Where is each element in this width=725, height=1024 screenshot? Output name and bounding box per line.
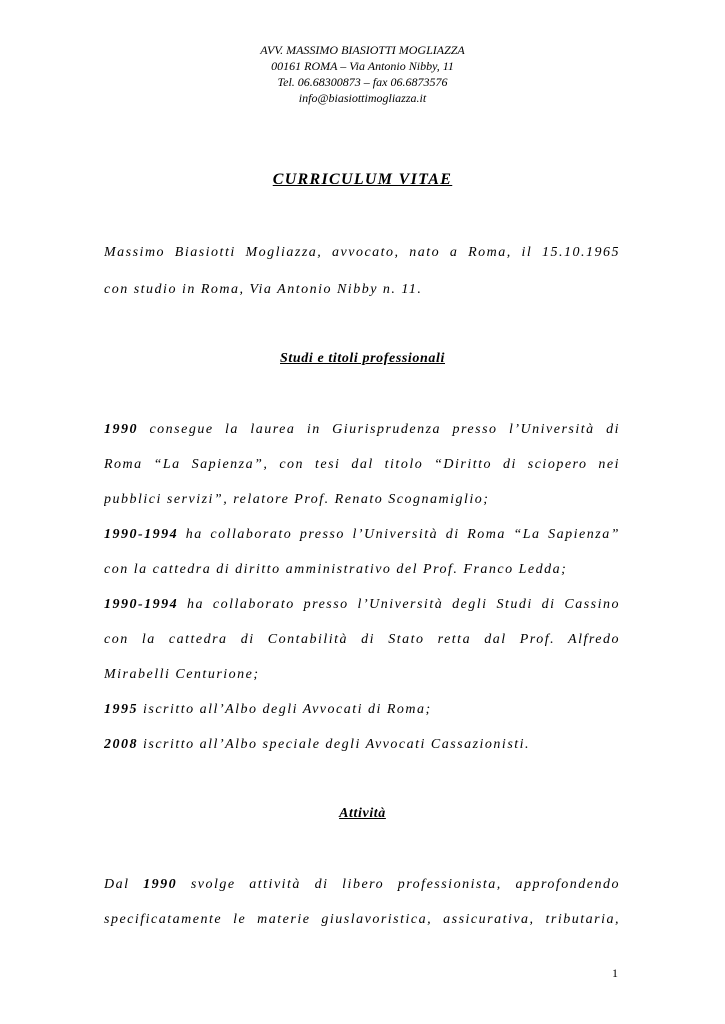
entry-5-text: iscritto all’Albo speciale degli Avvocati Cassazionisti. (138, 737, 531, 752)
entry-2-year: 1990-1994 (104, 527, 179, 542)
entry-1-line-1 (104, 421, 620, 439)
entry-5-year: 2008 (104, 737, 138, 752)
attivita-line-2: specificatamente le materie giuslavoristica, assicurativa, tributaria, (104, 912, 620, 927)
entry-1-year: 1990 (104, 422, 138, 437)
letterhead-name: AVV. MASSIMO BIASIOTTI MOGLIAZZA (260, 43, 465, 57)
entry-3-line-1 (104, 596, 620, 614)
attivita-text: svolge attività di libero professionista, approfondendo (177, 877, 620, 892)
letterhead (0, 42, 725, 106)
entry-3-line-2: con la cattedra di Contabilità di Stato retta dal Prof. Alfredo (104, 632, 620, 647)
page-number: 1 (612, 966, 618, 980)
attivita-year: 1990 (143, 877, 178, 892)
entry-1-text: consegue la laurea in Giurisprudenza presso l’Università di (138, 422, 620, 437)
entry-1-line-3: pubblici servizi”, relatore Prof. Renato Scognamiglio; (104, 492, 490, 507)
entry-2-text: ha collaborato presso l’Università di Roma “La Sapienza” (178, 527, 620, 542)
entry-3-text: ha collaborato presso l’Università degli Studi di Cassino (178, 597, 620, 612)
document-title: CURRICULUM VITAE (272, 171, 453, 188)
attivita-line-1 (104, 876, 620, 894)
entry-2-line-2: con la cattedra di diritto amministrativo del Prof. Franco Ledda; (104, 562, 568, 577)
entry-3-year: 1990-1994 (104, 597, 179, 612)
letterhead-address: 00161 ROMA – Via Antonio Nibby, 11 (271, 59, 454, 73)
letterhead-phone: Tel. 06.68300873 – fax 06.6873576 (277, 75, 448, 89)
intro-line-2: con studio in Roma, Via Antonio Nibby n. 11. (104, 282, 423, 297)
entry-1-line-2: Roma “La Sapienza”, con tesi dal titolo “Diritto di sciopero nei (104, 457, 620, 472)
section-heading-studi: Studi e titoli professionali (280, 351, 445, 366)
section-heading-attivita: Attività (339, 806, 386, 821)
entry-5-line-1 (104, 736, 620, 754)
entry-4-line-1 (104, 701, 620, 719)
entry-2-line-1 (104, 526, 620, 544)
entry-4-year: 1995 (104, 702, 138, 717)
letterhead-email: info@biasiottimogliazza.it (298, 91, 427, 105)
entry-3-line-3: Mirabelli Centurione; (104, 667, 260, 682)
attivita-prefix: Dal (104, 877, 144, 892)
entry-4-text: iscritto all’Albo degli Avvocati di Roma; (138, 702, 432, 717)
intro-line-1: Massimo Biasiotti Mogliazza, avvocato, nato a Roma, il 15.10.1965 (104, 245, 620, 260)
